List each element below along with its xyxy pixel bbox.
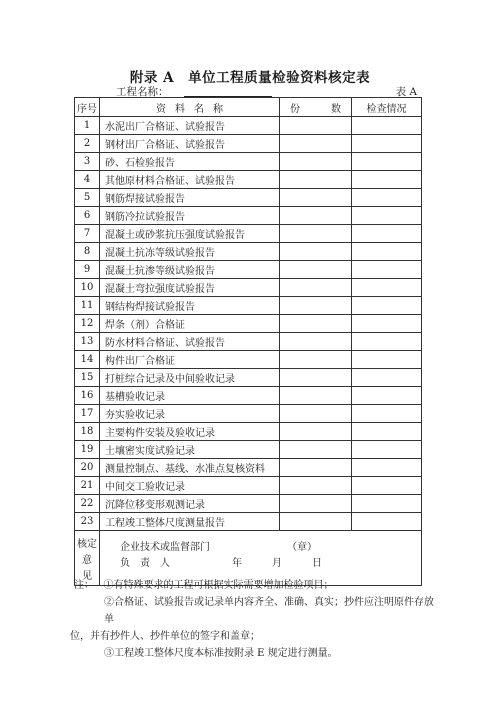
row-copies-cell[interactable] xyxy=(280,477,352,495)
row-doc-name: 打桩综合记录及中间验收记录 xyxy=(100,369,280,387)
row-doc-name: 防水材料合格证、试验报告 xyxy=(100,333,280,351)
row-number: 23 xyxy=(75,513,100,531)
row-number: 22 xyxy=(75,495,100,513)
col-header-copies: 份 数 xyxy=(280,98,352,117)
row-copies-cell[interactable] xyxy=(280,225,352,243)
row-status-cell[interactable] xyxy=(352,225,422,243)
table-row xyxy=(75,387,422,405)
row-doc-name: 钢结构焊接试验报告 xyxy=(100,297,280,315)
row-doc-name: 土壤密实度试验记录 xyxy=(100,441,280,459)
row-doc-name: 钢材出厂合格证、试验报告 xyxy=(100,135,280,153)
row-status-cell[interactable] xyxy=(352,387,422,405)
row-doc-name: 测量控制点、基线、水准点复核资料 xyxy=(100,459,280,477)
row-status-cell[interactable] xyxy=(352,315,422,333)
row-status-cell[interactable] xyxy=(352,405,422,423)
row-number: 10 xyxy=(75,279,100,297)
form-meta xyxy=(74,84,421,98)
row-status-cell[interactable] xyxy=(352,423,422,441)
row-doc-name: 焊条（剂）合格证 xyxy=(100,315,280,333)
row-status-cell[interactable] xyxy=(352,207,422,225)
row-doc-name: 水泥出厂合格证、试验报告 xyxy=(100,117,280,135)
table-row xyxy=(75,477,422,495)
row-number: 13 xyxy=(75,333,100,351)
row-copies-cell[interactable] xyxy=(280,135,352,153)
row-number: 19 xyxy=(75,441,100,459)
approval-person-label: 负 责 人 xyxy=(120,558,170,569)
row-status-cell[interactable] xyxy=(352,171,422,189)
table-row xyxy=(75,189,422,207)
row-number: 4 xyxy=(75,171,100,189)
row-number: 3 xyxy=(75,153,100,171)
row-copies-cell[interactable] xyxy=(280,423,352,441)
table-row xyxy=(75,459,422,477)
approval-year-label: 年 xyxy=(232,558,242,569)
row-copies-cell[interactable] xyxy=(280,171,352,189)
row-status-cell[interactable] xyxy=(352,297,422,315)
row-number: 9 xyxy=(75,261,100,279)
row-number: 2 xyxy=(75,135,100,153)
row-copies-cell[interactable] xyxy=(280,405,352,423)
row-status-cell[interactable] xyxy=(352,513,422,531)
row-status-cell[interactable] xyxy=(352,261,422,279)
row-status-cell[interactable] xyxy=(352,135,422,153)
row-doc-name: 构件出厂合格证 xyxy=(100,351,280,369)
row-doc-name: 混凝土抗渗等级试验报告 xyxy=(100,261,280,279)
row-copies-cell[interactable] xyxy=(280,369,352,387)
row-copies-cell[interactable] xyxy=(280,117,352,135)
table-row xyxy=(75,405,422,423)
row-copies-cell[interactable] xyxy=(280,279,352,297)
approval-day-label: 日 xyxy=(312,558,322,569)
row-number: 20 xyxy=(75,459,100,477)
row-copies-cell[interactable] xyxy=(280,297,352,315)
row-status-cell[interactable] xyxy=(352,279,422,297)
table-row xyxy=(75,315,422,333)
row-doc-name: 主要构件安装及验收记录 xyxy=(100,423,280,441)
row-status-cell[interactable] xyxy=(352,189,422,207)
row-copies-cell[interactable] xyxy=(280,459,352,477)
row-copies-cell[interactable] xyxy=(280,495,352,513)
col-header-no: 序号 xyxy=(75,98,100,117)
row-copies-cell[interactable] xyxy=(280,189,352,207)
row-copies-cell[interactable] xyxy=(280,153,352,171)
row-doc-name: 中间交工验收记录 xyxy=(100,477,280,495)
row-doc-name: 工程竣工整体尺度测量报告 xyxy=(100,513,280,531)
notes-prefix: 注： xyxy=(74,580,94,591)
row-doc-name: 混凝土抗冻等级试验报告 xyxy=(100,243,280,261)
row-number: 1 xyxy=(75,117,100,135)
table-row xyxy=(75,297,422,315)
table-row xyxy=(75,243,422,261)
row-copies-cell[interactable] xyxy=(280,243,352,261)
row-status-cell[interactable] xyxy=(352,477,422,495)
row-copies-cell[interactable] xyxy=(280,207,352,225)
table-row xyxy=(75,117,422,135)
row-copies-cell[interactable] xyxy=(280,333,352,351)
approval-label-cell: 核定意 见 xyxy=(75,531,100,586)
project-name-label: 工程名称： xyxy=(116,86,169,98)
row-status-cell[interactable] xyxy=(352,333,422,351)
row-number: 11 xyxy=(75,297,100,315)
note-2-cont: 位，并有抄件人、抄件单位的签字和盖章； xyxy=(70,631,260,642)
row-copies-cell[interactable] xyxy=(280,387,352,405)
table-row xyxy=(75,495,422,513)
row-number: 6 xyxy=(75,207,100,225)
row-copies-cell[interactable] xyxy=(280,261,352,279)
table-row xyxy=(75,171,422,189)
row-number: 16 xyxy=(75,387,100,405)
row-status-cell[interactable] xyxy=(352,117,422,135)
row-status-cell[interactable] xyxy=(352,495,422,513)
row-status-cell[interactable] xyxy=(352,441,422,459)
table-row xyxy=(75,513,422,531)
table-header-row xyxy=(75,98,422,117)
table-row xyxy=(75,369,422,387)
row-doc-name: 混凝土弯拉强度试验报告 xyxy=(100,279,280,297)
row-number: 14 xyxy=(75,351,100,369)
page-title: 附录 A 单位工程质量检验资料核定表 xyxy=(129,70,371,86)
table-row xyxy=(75,441,422,459)
table-row xyxy=(75,225,422,243)
row-doc-name: 砂、石检验报告 xyxy=(100,153,280,171)
row-number: 12 xyxy=(75,315,100,333)
approval-seal-label: （章） xyxy=(287,542,317,553)
row-copies-cell[interactable] xyxy=(280,513,352,531)
table-row xyxy=(75,153,422,171)
table-row xyxy=(75,279,422,297)
row-status-cell[interactable] xyxy=(352,153,422,171)
row-status-cell[interactable] xyxy=(352,369,422,387)
inspection-table xyxy=(74,97,422,586)
row-copies-cell[interactable] xyxy=(280,441,352,459)
approval-month-label: 月 xyxy=(272,558,282,569)
row-number: 17 xyxy=(75,405,100,423)
row-doc-name: 其他原材料合格证、试验报告 xyxy=(100,171,280,189)
table-row xyxy=(75,333,422,351)
approval-dept-label: 企业技术或监督部门 xyxy=(120,542,210,553)
row-doc-name: 基槽验收记录 xyxy=(100,387,280,405)
notes-section xyxy=(70,577,442,662)
col-header-status: 检查情况 xyxy=(352,98,422,117)
col-header-name: 资料名称 xyxy=(100,98,280,117)
row-number: 7 xyxy=(75,225,100,243)
row-status-cell[interactable] xyxy=(352,243,422,261)
table-row xyxy=(75,423,422,441)
table-row xyxy=(75,135,422,153)
row-number: 8 xyxy=(75,243,100,261)
note-3: ③工程竣工整体尺度本标准按附录 E 规定进行测量。 xyxy=(104,648,338,659)
row-number: 21 xyxy=(75,477,100,495)
note-1: ①有特殊要求的工程可根据实际需要增加检验项目； xyxy=(103,580,334,591)
row-doc-name: 钢筋冷拉试验报告 xyxy=(100,207,280,225)
row-doc-name: 夯实验收记录 xyxy=(100,405,280,423)
row-status-cell[interactable] xyxy=(352,351,422,369)
table-row xyxy=(75,351,422,369)
table-row xyxy=(75,261,422,279)
row-number: 15 xyxy=(75,369,100,387)
row-copies-cell[interactable] xyxy=(280,315,352,333)
row-doc-name: 沉降位移变形观测记录 xyxy=(100,495,280,513)
row-copies-cell[interactable] xyxy=(280,351,352,369)
form-number: 表 A xyxy=(395,86,417,98)
table-row xyxy=(75,207,422,225)
row-number: 5 xyxy=(75,189,100,207)
row-doc-name: 混凝土或砂浆抗压强度试验报告 xyxy=(100,225,280,243)
row-status-cell[interactable] xyxy=(352,459,422,477)
row-doc-name: 钢筋焊接试验报告 xyxy=(100,189,280,207)
row-number: 18 xyxy=(75,423,100,441)
note-line xyxy=(74,577,442,594)
note-2: ②合格证、试验报告或记录单内容齐全、准确、真实；抄件应注明原件存放单 xyxy=(104,597,434,625)
